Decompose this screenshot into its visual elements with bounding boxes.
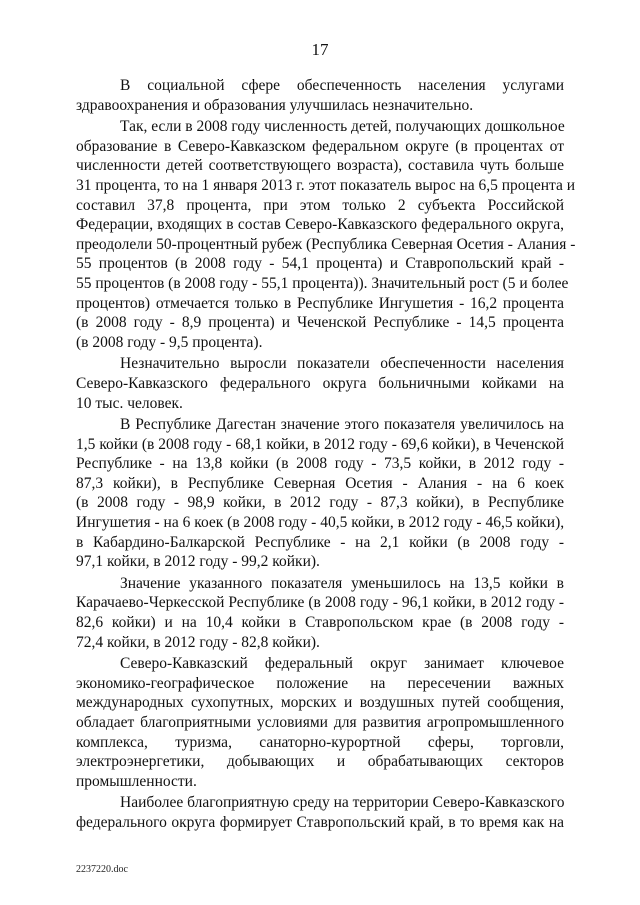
text-line: электроэнергетики, добывающих и обрабатывающих секторов: [76, 753, 564, 771]
text-line: Значение указанного показателя уменьшилось на 13,5 койки в: [120, 574, 564, 592]
document-body: [76, 76, 576, 833]
paragraph-geographic-position: [76, 654, 564, 791]
text-line: Так, если в 2008 году численность детей, получающих дошкольное: [120, 118, 565, 136]
text-line: (в 2008 году - 98,9 койки, в 2012 году - 87,3 койки), в Республике: [76, 494, 564, 512]
text-line: 97,1 койки, в 2012 году - 99,2 койки).: [76, 553, 320, 571]
paragraph-decrease: [76, 574, 564, 652]
paragraph-hospital-beds: [76, 354, 564, 413]
text-line: обладает благоприятными условиями для развития агропромышленного: [76, 714, 564, 731]
text-line: процентов) отмечается только в Республике Ингушетия - 16,2 процента: [76, 294, 564, 312]
text-line: 31 процента, то на 1 января 2013 г. этот показатель вырос на 6,5 процента и: [76, 176, 576, 194]
text-line: преодолели 50-процентный рубеж (Республика Северная Осетия - Алания -: [76, 235, 576, 253]
document-filename: 2237220.doc: [76, 864, 128, 875]
text-line: Ингушетия - на 6 коек (в 2008 году - 40,5 койки, в 2012 году - 46,5 койки),: [76, 514, 565, 532]
text-line: 1,5 койки (в 2008 году - 68,1 койки, в 2012 году - 69,6 койки), в Чеченской: [76, 435, 564, 453]
text-line: Северо-Кавказский федеральный округ занимает ключевое: [120, 655, 564, 673]
text-line: составил 37,8 процента, при этом только 2 субъекта Российской: [76, 196, 564, 214]
text-line: международных сухопутных, морских и воздушных путей сообщения,: [76, 694, 564, 712]
text-line: (в 2008 году - 8,9 процента) и Чеченской Республике - 14,5 процента: [76, 314, 564, 332]
text-line: Незначительно выросли показатели обеспеченности населения: [120, 355, 564, 373]
paragraph-social-sphere: [76, 76, 564, 115]
paragraph-preschool: [76, 117, 576, 352]
page-number: 17: [311, 40, 329, 59]
text-line: промышленности.: [76, 772, 197, 790]
text-line: Федерации, входящих в состав Северо-Кавказского федерального округа,: [76, 216, 564, 234]
text-line: Карачаево-Черкесской Республике (в 2008 году - 96,1 койки, в 2012 году -: [76, 594, 564, 612]
text-line: федерального округа формирует Ставропольский край, в то время как на: [76, 813, 564, 831]
text-line: В Республике Дагестан значение этого показателя увеличилось на: [120, 416, 564, 434]
text-line: Наиболее благоприятную среду на территории Северо-Кавказского: [120, 794, 565, 812]
paragraph-dagestan: [76, 415, 564, 572]
text-line: численности детей соответствующего возраста), составила чуть больше: [76, 157, 564, 175]
text-line: здравоохранения и образования улучшилась незначительно.: [76, 96, 474, 114]
text-line: 55 процентов (в 2008 году - 54,1 процента) и Ставропольский край -: [76, 255, 564, 273]
text-line: Северо-Кавказского федерального округа больничными койками на: [76, 374, 564, 392]
text-line: образование в Северо-Кавказском федеральном округе (в процентах от: [76, 137, 564, 155]
text-line: 82,6 койки) и на 10,4 койки в Ставропольском крае (в 2008 году -: [76, 614, 564, 632]
text-line: 55 процентов (в 2008 году - 55,1 процента)). Значительный рост (5 и более: [76, 274, 569, 292]
text-line: экономико-географическое положение на пересечении важных: [76, 674, 564, 692]
text-line: 87,3 койки), в Республике Северная Осетия - Алания - на 6 коек: [76, 474, 564, 492]
text-line: (в 2008 году - 9,5 процента).: [76, 333, 263, 351]
text-line: 10 тыс. человек.: [76, 394, 183, 412]
text-line: в Кабардино-Балкарской Республике - на 2,1 койки (в 2008 году -: [76, 533, 564, 551]
text-line: 72,4 койки, в 2012 году - 82,8 койки).: [76, 633, 320, 651]
text-line: комплекса, туризма, санаторно-курортной сферы, торговли,: [76, 733, 564, 751]
text-line: Республике - на 13,8 койки (в 2008 году - 73,5 койки, в 2012 году -: [76, 455, 564, 473]
paragraph-stavropol: [76, 793, 564, 832]
text-line: В социальной сфере обеспеченность населения услугами: [120, 77, 564, 94]
